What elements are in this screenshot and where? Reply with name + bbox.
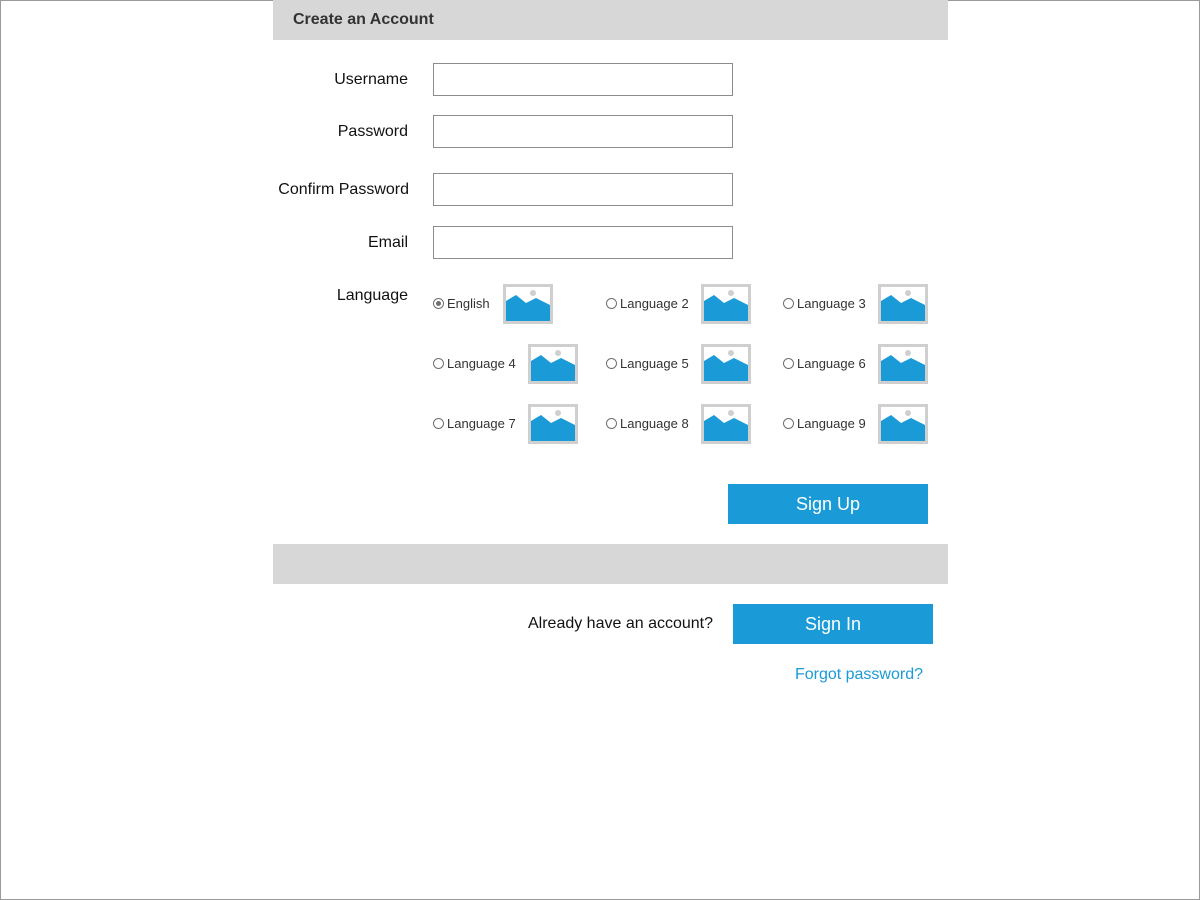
language-radio-2[interactable] (606, 298, 617, 309)
sign-in-button[interactable]: Sign In (733, 604, 933, 644)
image-placeholder-icon (878, 284, 928, 324)
language-option-label[interactable]: Language 8 (620, 416, 689, 431)
language-option-label[interactable]: Language 4 (447, 356, 516, 371)
username-label: Username (334, 71, 408, 88)
language-radio-6[interactable] (783, 358, 794, 369)
language-radio-english[interactable] (433, 298, 444, 309)
email-input[interactable] (433, 226, 733, 259)
language-option-label[interactable]: Language 3 (797, 296, 866, 311)
already-have-account-text: Already have an account? (527, 615, 713, 632)
language-radio-5[interactable] (606, 358, 617, 369)
image-placeholder-icon (701, 344, 751, 384)
forgot-password-link[interactable]: Forgot password? (794, 666, 923, 683)
password-label: Password (337, 123, 408, 140)
language-radio-3[interactable] (783, 298, 794, 309)
form-header (273, 0, 948, 40)
language-option-label[interactable]: Language 5 (620, 356, 689, 371)
sign-up-button[interactable]: Sign Up (728, 484, 928, 524)
confirm-password-label: Confirm Password (278, 181, 409, 198)
language-option-label[interactable]: Language 2 (620, 296, 689, 311)
language-radio-4[interactable] (433, 358, 444, 369)
language-option-label[interactable]: English (447, 296, 490, 311)
language-radio-8[interactable] (606, 418, 617, 429)
language-option-label[interactable]: Language 7 (447, 416, 516, 431)
language-radio-7[interactable] (433, 418, 444, 429)
confirm-password-input[interactable] (433, 173, 733, 206)
page-title: Create an Account (293, 11, 434, 28)
image-placeholder-icon (528, 404, 578, 444)
language-radio-9[interactable] (783, 418, 794, 429)
image-placeholder-icon (878, 404, 928, 444)
section-divider-bar (273, 544, 948, 584)
language-option-label[interactable]: Language 9 (797, 416, 866, 431)
image-placeholder-icon (528, 344, 578, 384)
password-input[interactable] (433, 115, 733, 148)
image-placeholder-icon (878, 344, 928, 384)
image-placeholder-icon (701, 284, 751, 324)
image-placeholder-icon (701, 404, 751, 444)
language-label: Language (336, 287, 408, 304)
image-placeholder-icon (503, 284, 553, 324)
email-label: Email (367, 234, 408, 251)
language-option-label[interactable]: Language 6 (797, 356, 866, 371)
username-input[interactable] (433, 63, 733, 96)
